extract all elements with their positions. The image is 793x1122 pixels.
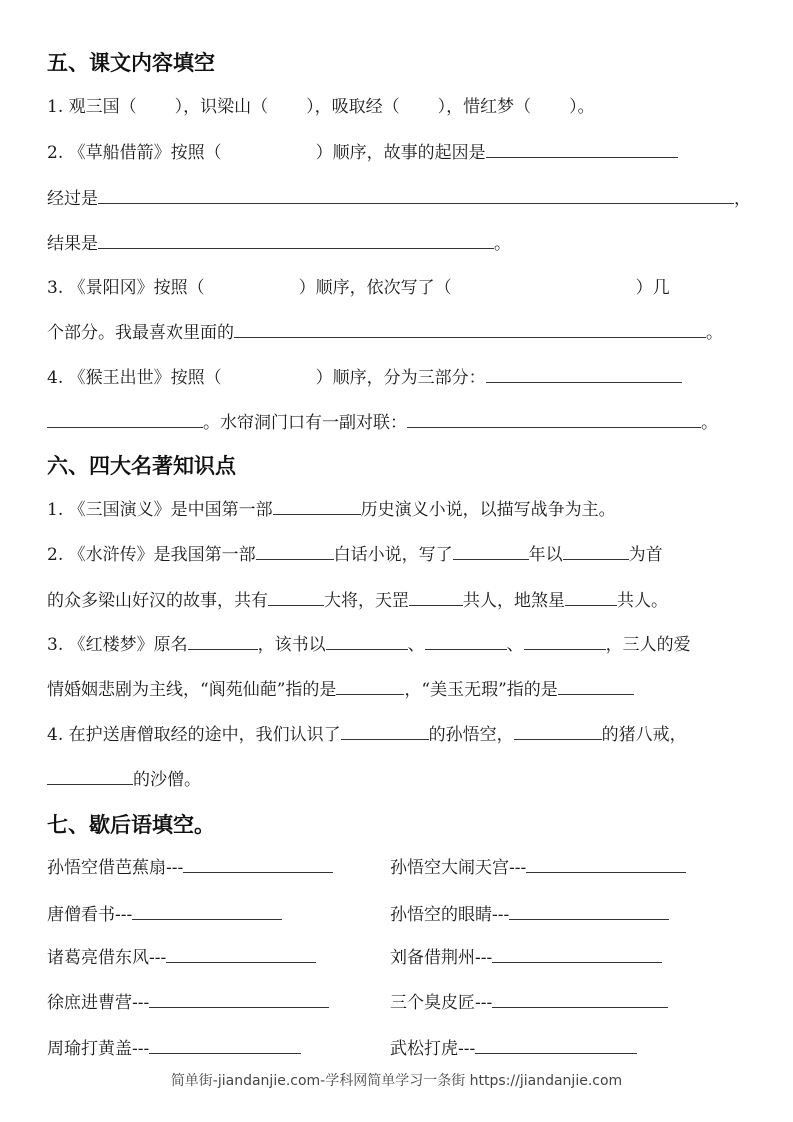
xiehouyu-item [47,991,329,1015]
s6-q4-text-d: 的沙僧。 [133,770,201,790]
xiehouyu-answer-blank[interactable] [149,991,329,1008]
s5-q4-text-a: 4. 《猴王出世》按照（ [47,368,222,388]
xiehouyu-prompt: 刘备借荆州--- [390,948,493,968]
xiehouyu-answer-blank[interactable] [149,1037,301,1054]
s5-q3-blank-order[interactable] [205,277,299,293]
s5-question-3-line1 [47,276,763,300]
s6-q3-text-f: 情婚姻悲剧为主线，“阆苑仙葩”指的是 [47,680,337,700]
s5-q2-blank-cause[interactable] [486,141,678,158]
s5-q4-text-d: 。 [701,413,718,433]
xiehouyu-answer-blank[interactable] [492,946,662,963]
s6-question-2-line1 [47,543,763,567]
section5-heading: 五、课文内容填空 [47,51,215,75]
s5-q1-text-d: ），惜红梦（ [437,97,532,117]
s6-q3-blank-original-name[interactable] [188,633,258,650]
xiehouyu-prompt: 徐庶进曹营--- [47,993,150,1013]
s5-q1-blank-1[interactable] [137,96,175,112]
s6-q4-blank-shaseng[interactable] [47,768,133,785]
xiehouyu-answer-blank[interactable] [183,856,333,873]
s6-q2-text-g: 共人，地煞星 [463,591,565,611]
s6-q1-text-b: 历史演义小说，以描写战争为主。 [360,500,616,520]
s6-question-4-line1 [47,723,763,747]
s5-q3-text-c: ）几 [635,278,670,298]
xiehouyu-item [47,856,333,880]
s5-question-1 [47,95,763,119]
xiehouyu-item [47,946,316,970]
s5-q4-blank-parts-cont[interactable] [47,411,203,428]
section6-heading: 六、四大名著知识点 [47,454,236,478]
s5-q4-blank-order[interactable] [222,367,316,383]
s6-question-1 [47,498,763,522]
s5-q2-text-a: 2. 《草船借箭》按照（ [47,143,222,163]
s5-q4-text-c: 。水帘洞门口有一副对联： [203,413,407,433]
s6-q1-text-a: 1. 《三国演义》是中国第一部 [47,500,273,520]
s6-q3-text-b: ，该书以 [257,635,326,655]
s5-question-4-line2 [47,411,763,435]
s5-q4-text-b: ）顺序，分为三部分： [315,368,486,388]
s6-q2-blank-leader[interactable] [563,543,629,560]
s6-q3-blank-meiyu[interactable] [558,678,634,695]
s6-q4-text-c: 的猪八戒， [601,725,687,745]
xiehouyu-prompt: 三个臭皮匠--- [390,993,493,1013]
xiehouyu-item [390,903,669,927]
s5-question-4-line1 [47,366,763,390]
s5-q3-text-d: 个部分。我最喜欢里面的 [47,323,234,343]
s5-question-2-line1 [47,141,763,165]
s6-q3-blank-char-1[interactable] [326,633,408,650]
s5-q1-blank-2[interactable] [268,96,306,112]
s6-q2-blank-generals[interactable] [268,589,324,606]
s5-q1-text-e: ）。 [569,97,595,117]
xiehouyu-answer-blank[interactable] [492,991,668,1008]
s5-q2-text-b: ）顺序，故事的起因是 [315,143,486,163]
s6-q1-blank[interactable] [273,498,361,515]
s5-q2-text-c: 经过是 [47,189,98,209]
s5-q2-blank-order[interactable] [222,142,316,158]
footer-watermark: 简单街-jiandanjie.com-学科网简单学习一条街 https://jiandanjie.com [170,1073,623,1089]
s5-q2-blank-process[interactable] [98,187,734,204]
s5-q4-blank-parts[interactable] [486,366,682,383]
s5-q3-blank-favorite[interactable] [234,321,706,338]
xiehouyu-item [390,946,662,970]
s5-question-2-line3 [47,232,763,256]
s6-question-3-line2 [47,678,763,702]
s5-q1-blank-4[interactable] [531,96,569,112]
s6-q2-blank-years[interactable] [453,543,529,560]
s6-q3-blank-langyuan[interactable] [336,678,404,695]
s5-q4-blank-couplet[interactable] [407,411,701,428]
xiehouyu-item [390,991,668,1015]
s6-q3-text-c: 、 [407,635,425,655]
xiehouyu-item [47,903,282,927]
s5-q1-text-a: 1. 观三国（ [47,97,137,117]
s5-q2-blank-result[interactable] [98,232,494,249]
xiehouyu-answer-blank[interactable] [509,903,669,920]
s6-q2-text-c: 年以 [528,545,563,565]
s6-question-3-line1 [47,633,763,657]
s5-q3-text-a: 3. 《景阳冈》按照（ [47,278,205,298]
s5-q1-blank-3[interactable] [400,96,438,112]
s5-question-3-line2 [47,321,763,345]
s6-q3-text-e: ，三人的爱 [605,635,691,655]
section7-heading: 七、歇后语填空。 [47,813,215,837]
s5-q2-text-d: ， [734,189,751,209]
s6-q4-text-a: 4. 在护送唐僧取经的途中，我们认识了 [47,725,341,745]
s6-q2-blank-type[interactable] [256,543,334,560]
s6-q3-blank-char-2[interactable] [425,633,507,650]
s5-q3-blank-parts[interactable] [452,277,636,293]
s6-q2-text-a: 2. 《水浒传》是我国第一部 [47,545,256,565]
s6-q4-blank-sunwukong[interactable] [341,723,429,740]
xiehouyu-prompt: 孙悟空的眼睛--- [390,905,510,925]
xiehouyu-answer-blank[interactable] [475,1037,637,1054]
xiehouyu-item [390,1037,637,1061]
s6-q2-text-e: 的众多梁山好汉的故事，共有 [47,591,268,611]
s5-q1-text-c: ），吸取经（ [306,97,400,117]
xiehouyu-item [47,1037,301,1061]
xiehouyu-prompt: 诸葛亮借东风--- [47,948,167,968]
s6-q4-blank-zhubajie[interactable] [514,723,602,740]
s6-q2-blank-disha[interactable] [565,589,617,606]
s6-question-2-line2 [47,589,763,613]
xiehouyu-prompt: 唐僧看书--- [47,905,133,925]
s6-q3-text-a: 3. 《红楼梦》原名 [47,635,188,655]
s5-q2-text-f: 。 [494,234,511,254]
s5-q2-text-e: 结果是 [47,234,98,254]
xiehouyu-prompt: 武松打虎--- [390,1039,476,1059]
s6-q3-text-d: 、 [506,635,524,655]
s6-question-4-line2 [47,768,763,792]
s6-q2-text-b: 白话小说，写了 [333,545,453,565]
s5-q3-text-b: ）顺序，依次写了（ [298,278,452,298]
xiehouyu-answer-blank[interactable] [166,946,316,963]
s6-q2-text-h: 共人。 [617,591,668,611]
s5-q3-text-e: 。 [706,323,723,343]
xiehouyu-prompt: 周瑜打黄盖--- [47,1039,150,1059]
s6-q2-text-d: 为首 [628,545,663,565]
xiehouyu-answer-blank[interactable] [132,903,282,920]
s5-q1-text-b: ），识梁山（ [174,97,269,117]
s6-q3-blank-char-3[interactable] [524,633,606,650]
s6-q2-blank-tiangang[interactable] [409,589,463,606]
s5-question-2-line2 [47,187,763,211]
s6-q2-text-f: 大将，天罡 [324,591,409,611]
xiehouyu-answer-blank[interactable] [526,856,686,873]
xiehouyu-item [390,856,686,880]
xiehouyu-prompt: 孙悟空借芭蕉扇--- [47,858,184,878]
xiehouyu-prompt: 孙悟空大闹天宫--- [390,858,527,878]
s6-q3-text-g: ，“美玉无瑕”指的是 [404,680,558,700]
s6-q4-text-b: 的孙悟空， [428,725,514,745]
